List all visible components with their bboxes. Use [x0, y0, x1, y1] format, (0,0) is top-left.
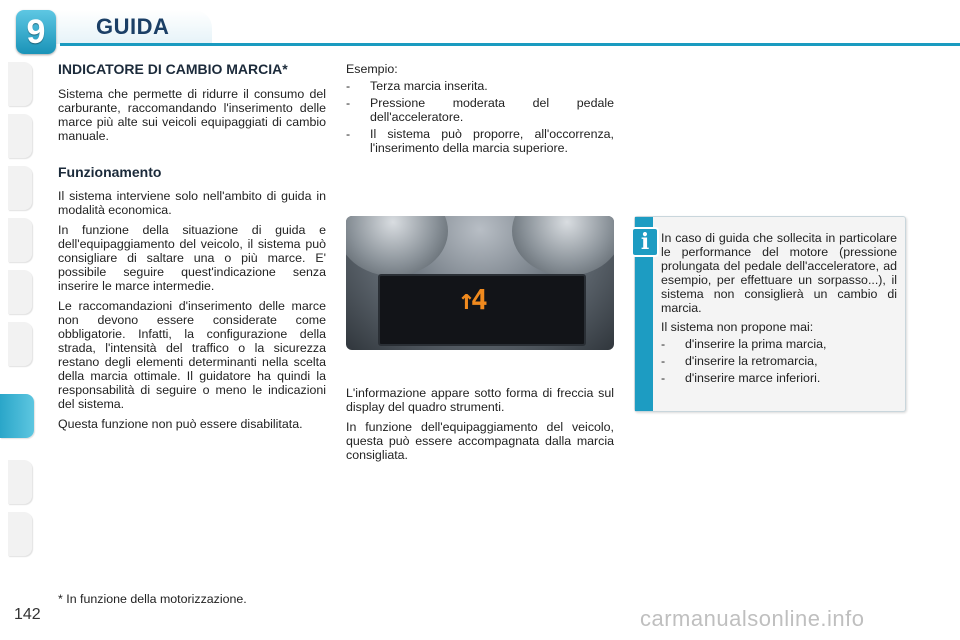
- list-item: - d'inserire la prima marcia,: [661, 337, 897, 351]
- info-paragraph: In caso di guida che sollecita in particolare le performance del motore (pressione prolungata del pedale dell'acceleratore, ad esempio, per effettuare un sorpasso...), il sistema non consiglierà un cambio di marcia.: [661, 231, 897, 315]
- chapter-tab[interactable]: [8, 512, 32, 556]
- paragraph: In funzione dell'equipaggiamento del veicolo, questa può essere accompagnata dalla marcia consigliata.: [346, 420, 614, 462]
- paragraph: Il sistema interviene solo nell'ambito di guida in modalità economica.: [58, 189, 326, 217]
- section-heading: INDICATORE DI CAMBIO MARCIA*: [58, 61, 288, 77]
- info-never-list: [661, 337, 897, 385]
- chapter-tab[interactable]: [8, 62, 32, 106]
- gear-shift-indicator: ↑4: [458, 283, 484, 316]
- subheading-funzionamento: Funzionamento: [58, 164, 162, 180]
- chapter-tab[interactable]: [8, 114, 32, 158]
- paragraph: Questa funzione non può essere disabilitata.: [58, 417, 303, 431]
- gauge-left: [346, 216, 448, 276]
- page-number: 142: [14, 606, 41, 623]
- info-icon: i: [631, 227, 659, 257]
- example-list: [346, 79, 614, 155]
- paragraph: Le raccomandazioni d'inserimento delle marce non devono essere considerate come obbligatorie. Infatti, la configurazione della strada, l'intensità del traffico o la sicurezza restano degli elementi determinanti nella scelta della marcia ottimale. Il guidatore ha quindi la responsabilità di seguire o meno le indicazioni del sistema.: [58, 299, 326, 411]
- left-column: [58, 62, 326, 437]
- footnote: * In funzione della motorizzazione.: [58, 592, 247, 606]
- list-item: - Il sistema può proporre, all'occorrenza, l'inserimento della marcia superiore.: [346, 127, 614, 155]
- paragraph: L'informazione appare sotto forma di freccia sul display del quadro strumenti.: [346, 386, 614, 414]
- chapter-tab-active[interactable]: [0, 394, 34, 438]
- chapter-number-badge: 9: [16, 10, 56, 54]
- chapter-tab[interactable]: [8, 322, 32, 366]
- instrument-cluster-photo: [346, 216, 614, 350]
- list-item: - d'inserire la retromarcia,: [661, 354, 897, 368]
- example-block: [346, 62, 614, 158]
- info-never-label: Il sistema non propone mai:: [661, 320, 814, 334]
- chapter-tab[interactable]: [8, 460, 32, 504]
- watermark: carmanualsonline.info: [640, 606, 865, 631]
- list-item: - d'inserire marce inferiori.: [661, 371, 897, 385]
- chapter-tab[interactable]: [8, 166, 32, 210]
- image-caption-block: [346, 386, 614, 468]
- page-title: GUIDA: [96, 14, 170, 39]
- info-box-text: [661, 231, 897, 388]
- header-rule: [60, 43, 960, 46]
- paragraph: In funzione della situazione di guida e dell'equipaggiamento del veicolo, il sistema può consigliare di saltare una o più marce. E' possibile seguire quest'indicazione senza inserire le marce intermedie.: [58, 223, 326, 293]
- list-item: - Pressione moderata del pedale dell'acceleratore.: [346, 96, 614, 124]
- intro-paragraph: Sistema che permette di ridurre il consumo del carburante, raccomandando l'inserimento delle marce più alte sui veicoli equipaggiati di cambio manuale.: [58, 87, 326, 143]
- chapter-tab[interactable]: [8, 270, 32, 314]
- example-label: Esempio:: [346, 62, 398, 76]
- gauge-right: [512, 216, 614, 276]
- chapter-tab-rail: [0, 62, 34, 582]
- chapter-tab[interactable]: [8, 218, 32, 262]
- page-header: [0, 0, 960, 54]
- list-item: - Terza marcia inserita.: [346, 79, 614, 93]
- info-box: [634, 216, 906, 412]
